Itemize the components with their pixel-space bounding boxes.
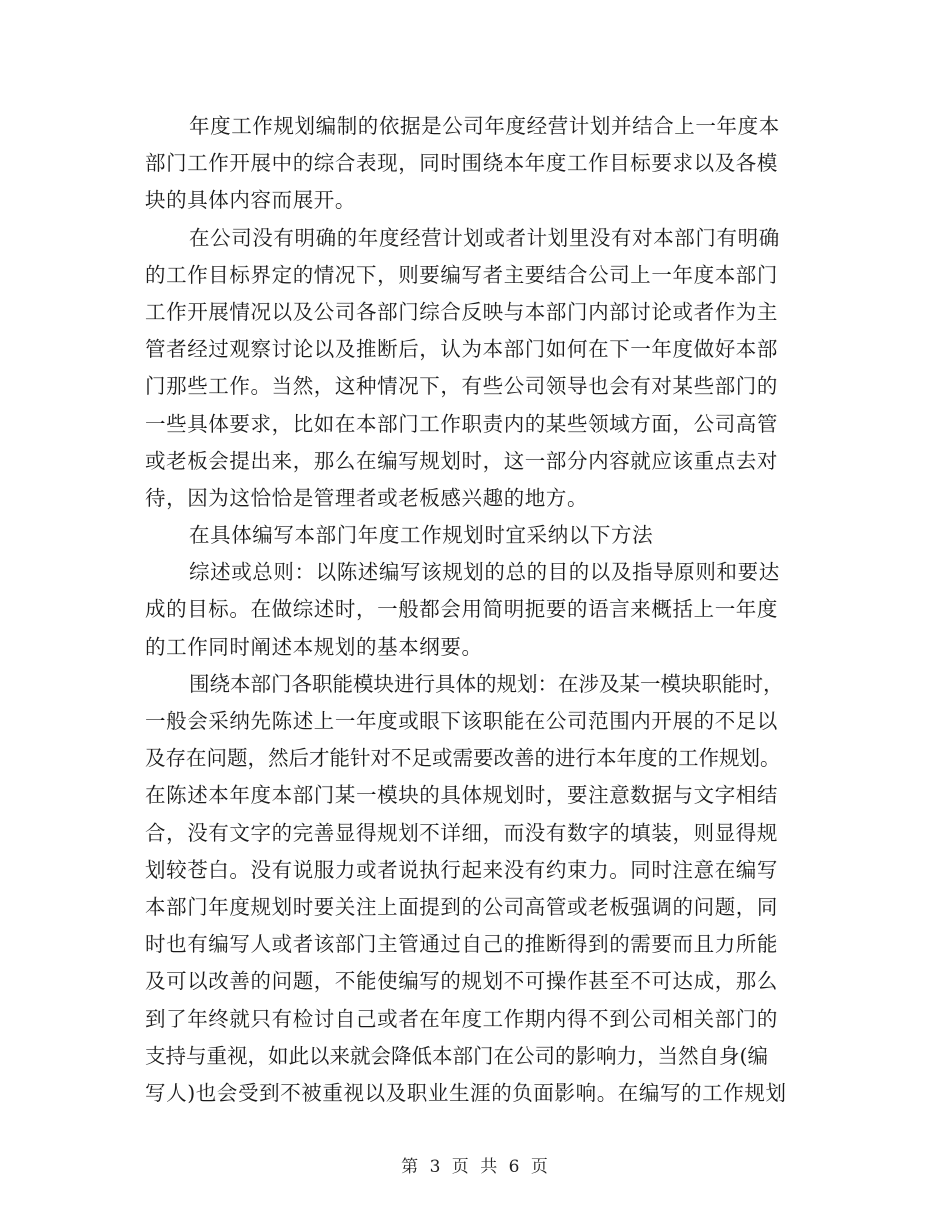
text-line: 或老板会提出来，那么在编写规划时，这一部分内容就应该重点去对 xyxy=(145,448,778,473)
text-line: 划较苍白。没有说服力或者说执行起来没有约束力。同时注意在编写 xyxy=(145,857,778,882)
footer-label-ye-2: 页 xyxy=(530,1157,549,1177)
text-line: 的工作目标界定的情况下，则要编写者主要结合公司上一年度本部门 xyxy=(145,262,778,287)
text-line: 一些具体要求，比如在本部门工作职责内的某些领域方面，公司高管 xyxy=(145,411,778,436)
current-page-number: 3 xyxy=(429,1157,442,1177)
text-line: 待，因为这恰恰是管理者或老板感兴趣的地方。 xyxy=(145,485,589,510)
paragraph xyxy=(145,554,805,666)
text-line: 块的具体内容而展开。 xyxy=(145,188,356,213)
text-line: 门那些工作。当然，这种情况下，有些公司领导也会有对某些部门的 xyxy=(145,374,778,399)
text-line: 在公司没有明确的年度经营计划或者计划里没有对本部门有明确 xyxy=(189,225,780,250)
paragraph xyxy=(145,108,805,220)
footer-label-total: 共 xyxy=(480,1157,499,1177)
footer-label-ye: 页 xyxy=(451,1157,470,1177)
page-footer xyxy=(0,1152,950,1177)
text-line: 部门工作开展中的综合表现，同时围绕本年度工作目标要求以及各模 xyxy=(145,151,778,176)
text-line: 在陈述本年度本部门某一模块的具体规划时，要注意数据与文字相结 xyxy=(145,783,778,808)
text-line: 一般会采纳先陈述上一年度或眼下该职能在公司范围内开展的不足以 xyxy=(145,709,778,733)
paragraph xyxy=(145,666,805,1112)
footer-label-page: 第 xyxy=(401,1157,420,1177)
text-line: 成的目标。在做综述时，一般都会用简明扼要的语言来概括上一年度 xyxy=(145,597,778,622)
paragraph xyxy=(145,517,805,554)
total-page-count: 6 xyxy=(508,1157,521,1177)
text-line: 本部门年度规划时要关注上面提到的公司高管或老板强调的问题，同 xyxy=(145,894,778,919)
text-line: 及存在问题，然后才能针对不足或需要改善的进行本年度的工作规划。 xyxy=(145,746,781,771)
text-line: 工作开展情况以及公司各部门综合反映与本部门内部讨论或者作为主 xyxy=(145,299,778,324)
text-line: 到了年终就只有检讨自己或者在年度工作期内得不到公司相关部门的 xyxy=(145,1006,778,1031)
paragraph xyxy=(145,220,805,518)
text-line: 支持与重视，如此以来就会降低本部门在公司的影响力，当然自身(编 xyxy=(145,1043,768,1068)
text-line: 在具体编写本部门年度工作规划时宜采纳以下方法 xyxy=(189,523,654,548)
text-line: 管者经过观察讨论以及推断后，认为本部门如何在下一年度做好本部 xyxy=(145,337,778,362)
document-body xyxy=(145,108,805,1112)
text-line: 的工作同时阐述本规划的基本纲要。 xyxy=(145,634,483,659)
text-line: 时也有编写人或者该部门主管通过自己的推断得到的需要而且力所能 xyxy=(145,932,778,957)
text-line: 及可以改善的问题，不能使编写的规划不可操作甚至不可达成，那么 xyxy=(145,969,778,994)
text-line: 综述或总则：以陈述编写该规划的总的目的以及指导原则和要达 xyxy=(189,560,780,585)
text-line: 合，没有文字的完善显得规划不详细，而没有数字的填装，则显得规 xyxy=(145,820,778,845)
text-line: 写人)也会受到不被重视以及职业生涯的负面影响。在编写的工作规划 xyxy=(145,1080,787,1105)
text-line: 年度工作规划编制的依据是公司年度经营计划并结合上一年度本 xyxy=(189,114,780,138)
text-line: 围绕本部门各职能模块进行具体的规划：在涉及某一模块职能时， xyxy=(189,671,784,696)
